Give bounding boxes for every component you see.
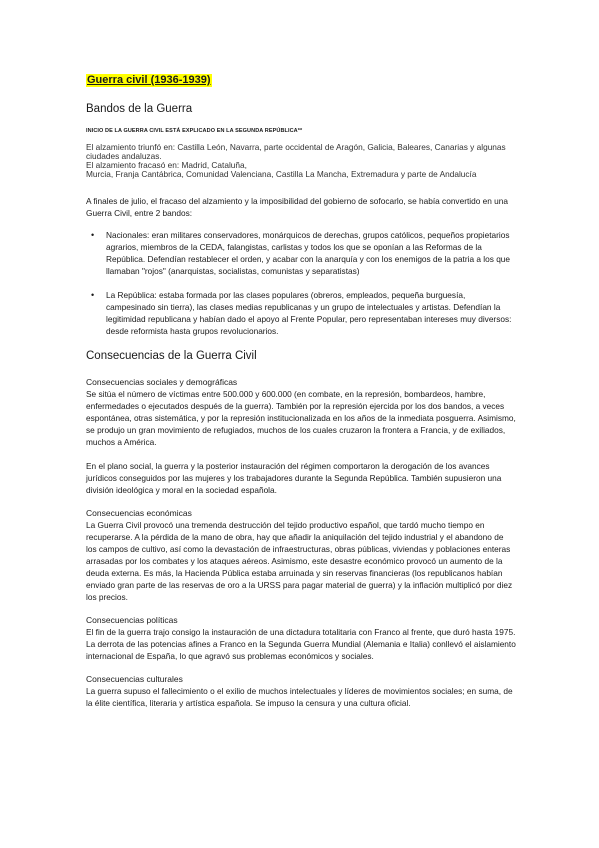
paragraph: La Guerra Civil provocó una tremenda destrucción del tejido productivo español, que tardó mucho tiempo en recuperarse. A la pérdida de la mano de obra, hay que añadir la aniquilación del tejido industrial y el abandono de los campos de cultivo, así como la devastación de infraestructuras, obras públicas, viviendas y poblaciones enteras arrasadas por los combates y los ataques aéreos. Asimismo, este desastre económico provocó un aumento de la deuda externa. Es más, la Hacienda Pública estaba arruinada y sin reservas financieras (los republicanos habían enviado gran parte de las reservas de oro a la URSS para pagar material de guerra) y la inflación multiplicó por diez los precios. bbox=[86, 520, 513, 602]
section-note: INICIO DE LA GUERRA CIVIL ESTÁ EXPLICADO EN LA SEGUNDA REPÚBLICA** bbox=[86, 128, 303, 134]
section-heading-bandos: Bandos de la Guerra bbox=[86, 103, 193, 115]
bullet-icon: • bbox=[91, 230, 95, 240]
bullet-icon: • bbox=[91, 290, 95, 300]
subheading-sociales: Consecuencias sociales y demográficas bbox=[86, 377, 238, 387]
paragraph: En el plano social, la guerra y la posterior instauración del régimen comportaron la derogación de los avances jurídicos conseguidos por las mujeres y los trabajadores durante la Segunda República. También supusieron una división ideológica y moral en la sociedad española. bbox=[86, 461, 502, 495]
bandos-list bbox=[86, 229, 516, 337]
subheading-culturales: Consecuencias culturales bbox=[86, 674, 183, 684]
paragraph: Se sitúa el número de víctimas entre 500.000 y 600.000 (en combate, en la represión, bombardeos, hambre, enfermedades o ejecutados después de la guerra). También por la represión ejercida por los dos bandos, a veces espontánea, otras sistemática, y por la represión institucionalizada en los años de la inmediata posguerra. Asimismo, se produjo un gran movimiento de refugiados, muchos de los cuales cruzaron la frontera a Francia, y de exiliados, muchos a América. bbox=[86, 389, 516, 447]
paragraph: El fin de la guerra trajo consigo la instauración de una dictadura totalitaria con Franco al frente, que duró hasta 1975. La derrota de las potencias afines a Franco en la Segunda Guerra Mundial (Alemania e Italia) conllevó el aislamiento internacional de España, lo que agravó sus problemas económicos y sociales. bbox=[86, 627, 516, 661]
list-item-text: Nacionales: eran militares conservadores, monárquicos de derechas, grupos católicos, pequeños propietarios agrarios, miembros de la CEDA, falangistas, carlistas y todos los que se oponían a las Reformas de la República. Defendían restablecer el orden, y acabar con la anarquía y con los enemigos de la patria a los que llamaban "rojos" (anarquistas, socialistas, comunistas y separatistas) bbox=[106, 230, 511, 276]
document-title: Guerra civil (1936-1939) bbox=[87, 74, 211, 86]
subheading-economicas: Consecuencias económicas bbox=[86, 508, 192, 518]
paragraph: La guerra supuso el fallecimiento o el exilio de muchos intelectuales y líderes de movimientos sociales; en suma, de la élite científica, literaria y artística española. Se impuso la censura y una cultura oficial. bbox=[86, 686, 513, 708]
list-item bbox=[86, 289, 516, 337]
list-item-text: La República: estaba formada por las clases populares (obreros, empleados, pequeña burguesía, campesinado sin tierra), las clases medias republicanas y un grupo de intelectuales y artistas. Defendían la legitimidad republicana y habían dado el apoyo al Frente Popular, pero representaban intereses muy diversos: desde reformista hasta grupos revolucionarios. bbox=[106, 290, 512, 336]
list-item bbox=[86, 229, 516, 277]
alzamiento-line: El alzamiento triunfó en: Castilla León, Navarra, parte occidental de Aragón, Galicia, Baleares, Canarias y algunas ciudades andaluzas. bbox=[86, 142, 506, 161]
section-heading-consecuencias: Consecuencias de la Guerra Civil bbox=[86, 350, 257, 362]
alzamiento-summary bbox=[86, 143, 516, 179]
intro-paragraph: A finales de julio, el fracaso del alzamiento y la imposibilidad del gobierno de sofocarlo, se había convertido en una Guerra Civil, entre 2 bandos: bbox=[86, 196, 509, 218]
document-content bbox=[86, 70, 516, 709]
alzamiento-line: El alzamiento fracasó en: Madrid, Cataluña, bbox=[86, 160, 247, 170]
subheading-politicas: Consecuencias políticas bbox=[86, 615, 178, 625]
alzamiento-line: Murcia, Franja Cantábrica, Comunidad Valenciana, Castilla La Mancha, Extremadura y parte de Andalucía bbox=[86, 169, 477, 179]
